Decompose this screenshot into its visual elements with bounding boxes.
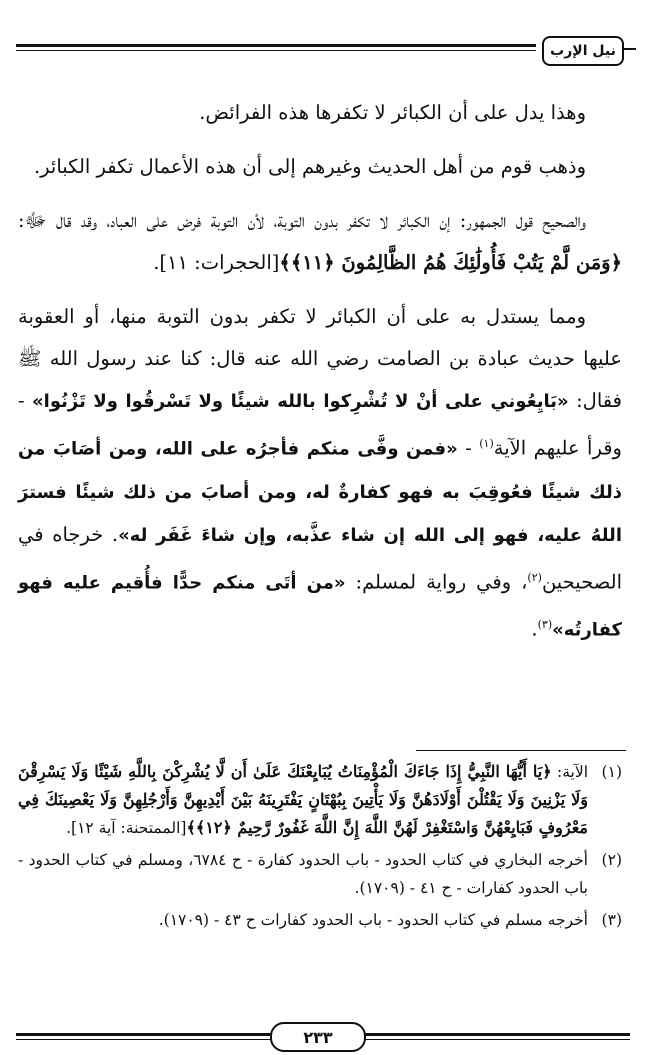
- paragraph-4-intro: ومما يستدل به على أن الكبائر لا تكفر بدون التوبة منها، أو العقوبة عليها حديث عبادة بن الصامت رضي الله عنه قال: كنا عند رسول الله ﷺ فقال:: [18, 305, 622, 412]
- quran-citation: [الحجرات: ١١].: [153, 251, 280, 274]
- paragraph-4-mid-1: - وقرأ عليهم الآية: [18, 389, 622, 460]
- footnote-3: [18, 906, 622, 934]
- footnote-number: (١): [601, 763, 622, 781]
- paragraph-2: وذهب قوم من أهل الحديث وغيرهم إلى أن هذه الأعمال تكفر الكبائر.: [33, 155, 586, 178]
- page-number: ٢٣٣: [303, 1027, 333, 1047]
- hadith-quote-3: «من أتَى منكم حدًّا فأُقيم عليه فهو كفارتُه»: [18, 572, 622, 641]
- footnote-1: [18, 758, 622, 842]
- footnote-body: أخرجه مسلم في كتاب الحدود - باب الحدود كفارات ح ٤٣ - (١٧٠٩).: [158, 911, 588, 929]
- page-number-box: [270, 1022, 366, 1052]
- paragraph-3-text: والصحيح قول الجمهور: إن الكبائر لا تكفر بدون التوبة، لأن التوبة فرض على العباد، وقد قال ﷻ:: [18, 209, 586, 232]
- paragraph-4-mid-3: . خرجاه في الصحيحين: [18, 522, 622, 593]
- main-text: [18, 92, 622, 664]
- footnote-ref-1[interactable]: (١): [479, 437, 494, 450]
- hadith-quote-2: «فمن وفَّى منكم فأجرُه على الله، ومن أصَابَ من ذلك شيئًا فعُوقِبَ به فهو كفارةٌ له، ومن أصابَ من ذلك شيئًا فسترَ اللهُ عليه، فهو إلى الله إن شاء عذَّبه، وإن شاءَ غَفَر له»: [18, 438, 622, 546]
- paragraph-4-end: .: [531, 617, 538, 641]
- footnote-separator: [416, 750, 626, 751]
- header-rule: [16, 44, 536, 47]
- footnote-body: [18, 758, 588, 842]
- footnote-ref-2[interactable]: (٢): [527, 570, 542, 584]
- footnote-ref-3[interactable]: (٣): [537, 618, 553, 631]
- footnote-quran-verse: ﴿يَا أَيُّهَا النَّبِيُّ إِذَا جَاءَكَ الْمُؤْمِنَاتُ يُبَايِعْنَكَ عَلَىٰ أَن لَّا يُشْرِكْنَ بِاللَّهِ شَيْئًا وَلَا يَسْرِقْنَ وَلَا يَزْنِينَ وَلَا يَقْتُلْنَ أَوْلَادَهُنَّ وَلَا يَأْتِينَ بِبُهْتَانٍ يَفْتَرِينَهُ بَيْنَ أَيْدِيهِنَّ وَأَرْجُلِهِنَّ وَلَا يَعْصِينَكَ فِي مَعْرُوفٍ فَبَايِعْهُنَّ وَاسْتَغْفِرْ لَهُنَّ اللَّهَ إِنَّ اللَّهَ غَفُورٌ رَّحِيمٌ ﴿١٢﴾﴾: [18, 762, 588, 837]
- paragraph-4-mid-4: ، وفي رواية لمسلم:: [345, 570, 528, 593]
- footnotes: [18, 758, 622, 938]
- footnote-body: أخرجه البخاري في كتاب الحدود - باب الحدود كفارة - ح ٦٧٨٤، ومسلم في كتاب الحدود - باب الحدود كفارات - ح ٤١ - (١٧٠٩).: [18, 851, 588, 897]
- quran-verse: ﴿وَمَن لَّمْ يَتُبْ فَأُولَٰئِكَ هُمُ الظَّالِمُونَ ﴿١١﴾﴾: [279, 251, 622, 274]
- paragraph-3: [18, 200, 622, 284]
- running-title-box: [542, 36, 624, 66]
- header-tick: [624, 48, 636, 50]
- header-rule-thin: [16, 50, 536, 51]
- paragraph-1: وهذا يدل على أن الكبائر لا تكفرها هذه الفرائض.: [199, 101, 586, 124]
- footnote-number: (٢): [601, 851, 622, 869]
- footnote-2: [18, 846, 622, 902]
- footnote-lead: الآية:: [551, 763, 588, 781]
- footnote-number: (٣): [601, 911, 622, 929]
- running-title: نيل الإرب: [550, 43, 616, 59]
- hadith-quote-1: «بَايِعُوني على أنْ لا تُشْرِكوا بالله شيئًا ولا تَسْرقُوا ولا تَزْنُوا»: [32, 391, 569, 412]
- footnote-citation: [الممتحنة: آية ١٢].: [66, 819, 187, 837]
- paragraph-4-mid-2: -: [457, 436, 480, 460]
- paragraph-4: [18, 296, 622, 652]
